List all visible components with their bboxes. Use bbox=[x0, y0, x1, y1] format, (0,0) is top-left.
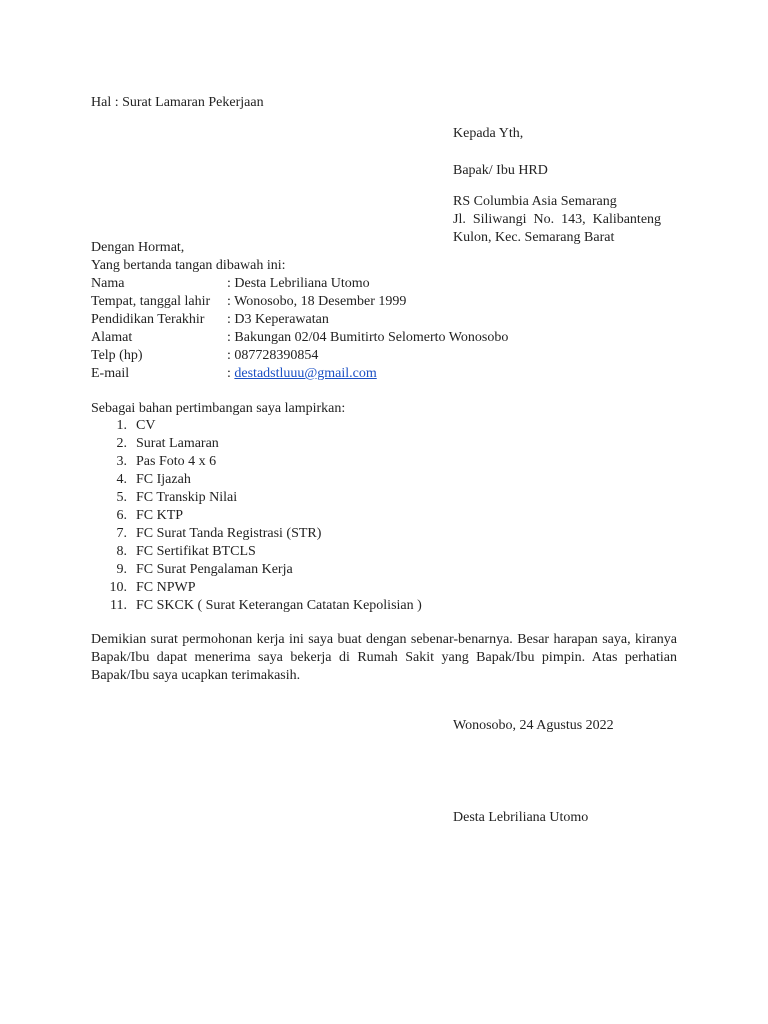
list-item-text: FC KTP bbox=[136, 508, 184, 523]
identity-value: : D3 Keperawatan bbox=[227, 312, 329, 327]
list-item bbox=[91, 453, 422, 471]
identity-label: Telp (hp) bbox=[91, 348, 143, 363]
list-item-number: 1. bbox=[116, 418, 127, 433]
email-link[interactable]: destadstluuu@gmail.com bbox=[234, 366, 377, 381]
list-item-number: 8. bbox=[116, 544, 127, 559]
list-item-number: 11. bbox=[110, 598, 127, 613]
identity-row-email bbox=[91, 365, 508, 383]
list-item-number: 6. bbox=[116, 508, 127, 523]
identity-row-education bbox=[91, 311, 508, 329]
email-prefix: : bbox=[227, 366, 235, 381]
list-item-text: FC Surat Pengalaman Kerja bbox=[136, 562, 293, 577]
list-item-text: Surat Lamaran bbox=[136, 436, 219, 451]
recipient-address-line2: Kulon, Kec. Semarang Barat bbox=[453, 230, 615, 245]
closing-paragraph: Demikian surat permohonan kerja ini saya buat dengan sebenar-benarnya. Besar harapan saya, kiranya Bapak/Ibu dapat menerima saya bekerja di Rumah Sakit yang Bapak/Ibu pimpin. Atas perhatian Bapak/Ibu saya ucapkan terimakasih. bbox=[91, 632, 677, 683]
list-item bbox=[91, 507, 422, 525]
identity-label: E-mail bbox=[91, 366, 130, 381]
identity-row-address bbox=[91, 329, 508, 347]
identity-row-birth bbox=[91, 293, 508, 311]
list-item-number: 10. bbox=[109, 580, 127, 595]
letter-subject: Hal : Surat Lamaran Pekerjaan bbox=[91, 95, 264, 110]
list-item bbox=[91, 543, 422, 561]
recipient-greeting: Kepada Yth, bbox=[453, 126, 524, 141]
list-item bbox=[91, 435, 422, 453]
list-item bbox=[91, 561, 422, 579]
list-item-number: 4. bbox=[116, 472, 127, 487]
identity-label: Tempat, tanggal lahir bbox=[91, 294, 211, 309]
identity-value bbox=[227, 365, 377, 383]
identity-value: : Bakungan 02/04 Bumitirto Selomerto Wonosobo bbox=[227, 330, 509, 345]
list-item bbox=[91, 597, 422, 615]
list-item bbox=[91, 579, 422, 597]
identity-value: : 087728390854 bbox=[227, 348, 319, 363]
recipient-company: RS Columbia Asia Semarang bbox=[453, 194, 617, 209]
identity-label: Nama bbox=[91, 276, 125, 291]
identity-label: Alamat bbox=[91, 330, 133, 345]
list-item-text: FC Sertifikat BTCLS bbox=[136, 544, 256, 559]
list-item bbox=[91, 417, 422, 435]
list-item bbox=[91, 525, 422, 543]
list-item-number: 2. bbox=[116, 436, 127, 451]
identity-table bbox=[91, 275, 508, 383]
recipient-block bbox=[453, 125, 677, 247]
list-item-number: 7. bbox=[116, 526, 127, 541]
identity-row-phone bbox=[91, 347, 508, 365]
list-item-text: FC Surat Tanda Registrasi (STR) bbox=[136, 526, 322, 541]
list-item-number: 5. bbox=[116, 490, 127, 505]
recipient-person: Bapak/ Ibu HRD bbox=[453, 163, 548, 178]
list-item bbox=[91, 489, 422, 507]
list-item-text: FC Ijazah bbox=[136, 472, 191, 487]
identity-value: : Wonosobo, 18 Desember 1999 bbox=[227, 294, 407, 309]
identity-label: Pendidikan Terakhir bbox=[91, 312, 205, 327]
letter-intro: Yang bertanda tangan dibawah ini: bbox=[91, 258, 286, 273]
identity-value: : Desta Lebriliana Utomo bbox=[227, 276, 370, 291]
list-item-text: CV bbox=[136, 418, 156, 433]
list-item-text: FC NPWP bbox=[136, 580, 196, 595]
letter-greeting: Dengan Hormat, bbox=[91, 240, 185, 255]
list-item-number: 9. bbox=[116, 562, 127, 577]
signatory-name: Desta Lebriliana Utomo bbox=[453, 810, 589, 825]
list-item-text: FC SKCK ( Surat Keterangan Catatan Kepolisian ) bbox=[136, 598, 422, 613]
identity-row-name bbox=[91, 275, 508, 293]
list-item-text: FC Transkip Nilai bbox=[136, 490, 238, 505]
attachments-intro: Sebagai bahan pertimbangan saya lampirkan: bbox=[91, 401, 346, 416]
list-item-number: 3. bbox=[116, 454, 127, 469]
place-date: Wonosobo, 24 Agustus 2022 bbox=[453, 718, 614, 733]
list-item-text: Pas Foto 4 x 6 bbox=[136, 454, 217, 469]
attachments-list bbox=[91, 417, 422, 615]
list-item bbox=[91, 471, 422, 489]
recipient-address-line1: Jl. Siliwangi No. 143, Kalibanteng bbox=[453, 212, 662, 227]
